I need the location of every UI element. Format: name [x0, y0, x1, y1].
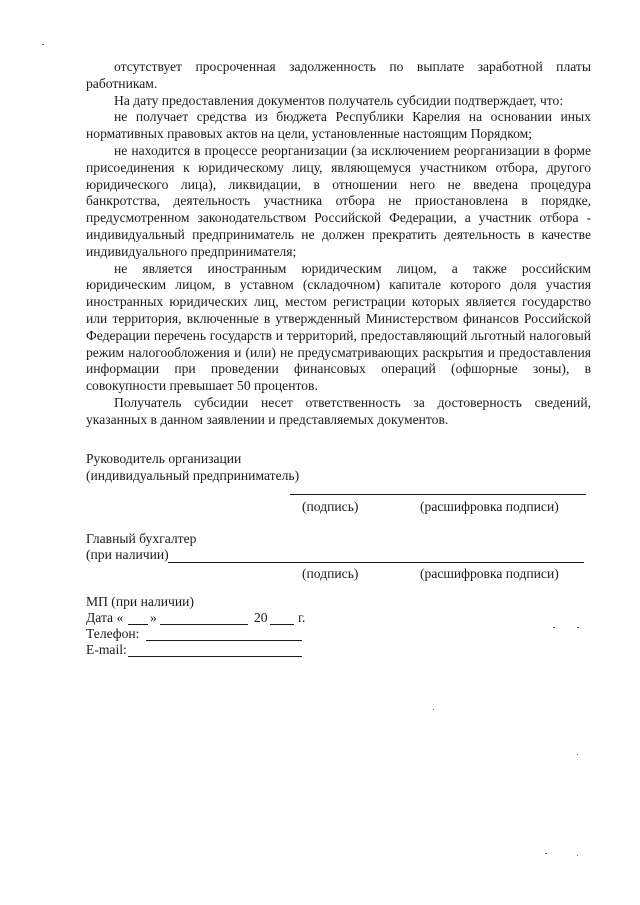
accountant-subtitle: (при наличии)	[86, 547, 169, 562]
paragraph-responsibility: Получатель субсидии несет ответственность за достоверность сведений, указанных в данном заявлении и представляемых документов.	[86, 394, 591, 427]
date-mid: »	[150, 610, 157, 625]
phone-label: Телефон:	[86, 626, 140, 641]
email-line	[128, 656, 302, 657]
scan-speck	[545, 853, 547, 854]
head-decoding-caption: (расшифровка подписи)	[420, 499, 559, 514]
head-subtitle: (индивидуальный предприниматель)	[86, 468, 300, 483]
paragraph-arrears: отсутствует просроченная задолженность по выплате заработной платы работникам.	[86, 59, 591, 91]
phone-line	[146, 640, 302, 641]
date-suffix: г.	[298, 610, 306, 625]
scan-speck	[577, 627, 579, 628]
date-day-line	[128, 624, 148, 625]
stamp-label: МП (при наличии)	[86, 594, 194, 609]
head-signature-caption: (подпись)	[302, 499, 359, 514]
paragraph-reorganization: не находится в процессе реорганизации (за исключением реорганизации в форме присоединения к юридическому лицу, являющемуся участником отбора, другого юридического лица), ликвидации, в отношении него не введена процедура банкротства, деятельность участника отбора не приостановлена в порядке, предусмотренном законодательством Российской Федерации, а участник отбора - индивидуальный предприниматель не должен прекратить деятельность в качестве индивидуального предпринимателя;	[86, 142, 591, 259]
date-year-prefix: 20	[254, 610, 268, 625]
paragraph-foreign-entity: не является иностранным юридическим лицом, а также российским юридическим лицом, в уставном (складочном) капитале которого доля участия иностранных юридических лиц, местом регистрации которых является государство или территория, включенные в утвержденный Министерством финансов Российской Федерации перечень государств и территорий, предоставляющий льготный налоговый режим налогообложения и (или) не предусматривающих раскрытия и предоставления информации при проведении финансовых операций (офшорные зоны), в совокупности превышает 50 процентов.	[86, 260, 591, 394]
body-text	[86, 59, 591, 429]
accountant-decoding-caption: (расшифровка подписи)	[420, 566, 559, 581]
head-title: Руководитель организации	[86, 451, 242, 466]
email-label: E-mail:	[86, 642, 127, 657]
accountant-signature-line	[168, 562, 584, 563]
date-year-line	[270, 624, 294, 625]
scan-speck	[577, 855, 578, 856]
accountant-title: Главный бухгалтер	[86, 531, 197, 546]
paragraph-confirmation-intro: На дату предоставления документов получатель субсидии подтверждает, что:	[114, 92, 564, 108]
scan-speck	[42, 44, 44, 45]
scan-speck	[433, 709, 434, 710]
scan-speck	[577, 754, 578, 755]
paragraph-budget-funds: не получает средства из бюджета Республики Карелия на основании иных нормативных правовых актов на цели, установленные настоящим Порядком;	[86, 109, 591, 142]
head-signature-line	[290, 494, 586, 495]
accountant-signature-caption: (подпись)	[302, 566, 359, 581]
date-month-line	[160, 624, 248, 625]
date-prefix: Дата «	[86, 610, 124, 625]
scan-speck	[553, 627, 555, 628]
